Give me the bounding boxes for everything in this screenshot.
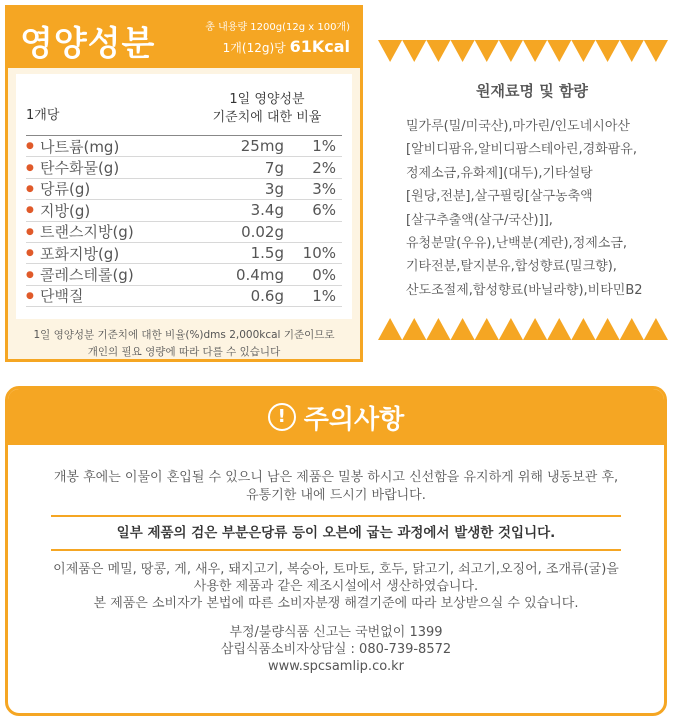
consult-line: 삼립식품소비자상담실 : 080-739-8572 bbox=[220, 642, 452, 657]
nutrition-footnote bbox=[16, 327, 352, 361]
caution-body bbox=[8, 469, 664, 675]
nutrition-header bbox=[8, 8, 360, 68]
nutrition-row bbox=[26, 264, 342, 285]
ingredients-box bbox=[378, 66, 668, 314]
bullet-icon: ● bbox=[26, 290, 34, 301]
bullet-icon: ● bbox=[26, 162, 34, 173]
nutrition-row bbox=[26, 200, 342, 221]
nutrition-title: 영양성분 bbox=[20, 24, 156, 64]
nutrition-row bbox=[26, 136, 342, 157]
zigzag-triangle bbox=[620, 318, 644, 340]
zigzag-triangle bbox=[571, 318, 595, 340]
nutrition-table bbox=[16, 74, 352, 319]
nutrient-name: 트랜스지방(g) bbox=[40, 223, 134, 242]
zigzag-triangle bbox=[475, 40, 499, 62]
nutrition-row bbox=[26, 243, 342, 264]
compensation-line: 본 제품은 소비자가 본법에 따른 소비자분쟁 해결기준에 따라 보상받으실 수 있습니다. bbox=[93, 596, 579, 611]
zigzag-bottom-decoration bbox=[378, 314, 668, 340]
bullet-icon: ● bbox=[26, 141, 34, 152]
storage-notice-line1: 개봉 후에는 이물이 혼입될 수 있으니 남은 제품은 밀봉 하시고 신선함을 유지하게 위해 냉동보관 후, bbox=[53, 470, 619, 485]
daily-value-label-line1: 1일 영양성분 bbox=[229, 92, 305, 107]
zigzag-triangle bbox=[547, 318, 571, 340]
nutrient-name: 나트륨(mg) bbox=[40, 137, 120, 156]
ingredient-line: [살구추출액(살구/국산)]], bbox=[406, 212, 553, 228]
zigzag-triangle bbox=[523, 318, 547, 340]
allergen-line2: 사용한 제품과 같은 제조시설에서 생산하였습니다. bbox=[193, 579, 479, 594]
zigzag-top-decoration bbox=[378, 40, 668, 66]
bullet-icon: ● bbox=[26, 226, 34, 237]
ingredients-title: 원재료명 및 함량 bbox=[476, 82, 588, 100]
report-line: 부정/불량식품 신고는 국번없이 1399 bbox=[229, 625, 443, 640]
ingredient-line: [원당,전분],살구필링[살구농축액 bbox=[406, 189, 593, 205]
bullet-icon: ● bbox=[26, 248, 34, 259]
website-link[interactable]: www.spcsamlip.co.kr bbox=[268, 659, 404, 674]
zigzag-triangle bbox=[499, 40, 523, 62]
nutrient-daily-percent: 0% bbox=[312, 265, 336, 284]
zigzag-triangle bbox=[475, 318, 499, 340]
per-unit-label: 1개당 bbox=[26, 108, 60, 123]
allergen-line1: 이제품은 메밀, 땅콩, 게, 새우, 돼지고기, 복숭아, 토마토, 호두, 닭고기, 쇠고기,오징어, 조개류(굴)을 bbox=[53, 562, 619, 577]
ingredient-line: 정제소금,유화제](대두),기타설탕 bbox=[406, 165, 593, 181]
total-content: 총 내용량 1200g(12g x 100개) bbox=[205, 22, 350, 33]
nutrition-row bbox=[26, 179, 342, 200]
zigzag-triangle bbox=[426, 318, 450, 340]
zigzag-triangle bbox=[451, 318, 475, 340]
nutrient-amount: 0.6g bbox=[250, 286, 284, 305]
nutrition-body bbox=[8, 68, 360, 359]
ingredients-list bbox=[406, 115, 658, 302]
caution-header bbox=[8, 389, 664, 445]
kcal-value: 61Kcal bbox=[289, 37, 350, 56]
nutrient-daily-percent: 3% bbox=[312, 179, 336, 198]
nutrient-daily-percent: 2% bbox=[312, 158, 336, 177]
zigzag-triangle bbox=[523, 40, 547, 62]
bullet-icon: ● bbox=[26, 205, 34, 216]
nutrient-amount: 0.02g bbox=[241, 222, 284, 241]
nutrition-row bbox=[26, 286, 342, 307]
bullet-icon: ● bbox=[26, 269, 34, 280]
nutrition-table-header bbox=[26, 74, 342, 136]
zigzag-triangle bbox=[644, 40, 668, 62]
nutrient-daily-percent: 10% bbox=[302, 244, 336, 263]
ingredients-panel bbox=[378, 40, 668, 340]
nutrient-amount: 7g bbox=[264, 158, 284, 177]
nutrient-name: 당류(g) bbox=[40, 180, 91, 199]
nutrition-rows bbox=[26, 136, 342, 307]
daily-value-label bbox=[192, 91, 342, 131]
footnote-line2: 개인의 필요 영량에 따라 다를 수 있습니다 bbox=[87, 346, 281, 358]
zigzag-triangle bbox=[644, 318, 668, 340]
nutrition-row bbox=[26, 157, 342, 178]
nutrient-daily-percent: 1% bbox=[312, 286, 336, 305]
bullet-icon: ● bbox=[26, 183, 34, 194]
per-serving-label: 1개(12g)당 bbox=[222, 41, 286, 55]
nutrition-serving-info bbox=[205, 18, 350, 56]
dark-spot-notice: 일부 제품의 검은 부분은당류 등이 오븐에 굽는 과정에서 발생한 것입니다. bbox=[116, 525, 556, 541]
zigzag-triangle bbox=[378, 318, 402, 340]
zigzag-triangle bbox=[620, 40, 644, 62]
nutrition-panel bbox=[5, 5, 363, 362]
caution-panel bbox=[5, 386, 667, 716]
per-serving bbox=[205, 37, 350, 56]
daily-value-label-line2: 기준치에 대한 비율 bbox=[212, 110, 322, 125]
ingredient-line: 산도조절제,합성향료(바닐라향),비타민B2 bbox=[406, 282, 643, 298]
zigzag-triangle bbox=[499, 318, 523, 340]
zigzag-triangle bbox=[426, 40, 450, 62]
nutrient-amount: 25mg bbox=[240, 137, 284, 156]
zigzag-triangle bbox=[378, 40, 402, 62]
nutrient-name: 지방(g) bbox=[40, 201, 91, 220]
zigzag-triangle bbox=[596, 40, 620, 62]
zigzag-triangle bbox=[451, 40, 475, 62]
caution-title: 주의사항 bbox=[303, 404, 405, 435]
ingredient-line: 밀가루(밀/미국산),마가린/인도네시아산 bbox=[406, 119, 630, 134]
footnote-line1: 1일 영양성분 기준치에 대한 비율(%)dms 2,000kcal 기준이므로 bbox=[33, 329, 335, 341]
zigzag-triangle bbox=[402, 318, 426, 340]
zigzag-triangle bbox=[571, 40, 595, 62]
ingredient-line: [알비디팜유,알비디팜스테아린,경화팜유, bbox=[406, 142, 637, 158]
zigzag-triangle bbox=[402, 40, 426, 62]
zigzag-triangle bbox=[596, 318, 620, 340]
storage-notice bbox=[8, 469, 664, 505]
contact-info bbox=[8, 624, 664, 675]
nutrient-amount: 1.5g bbox=[250, 244, 284, 263]
nutrient-name: 콜레스테롤(g) bbox=[40, 266, 134, 285]
nutrient-name: 탄수화물(g) bbox=[40, 159, 120, 178]
nutrient-amount: 3.4g bbox=[250, 201, 284, 220]
ingredient-line: 기타전분,탈지분유,합성향료(밀크향), bbox=[406, 259, 617, 275]
nutrient-amount: 3g bbox=[264, 179, 284, 198]
nutrient-daily-percent: 6% bbox=[312, 201, 336, 220]
nutrient-name: 포화지방(g) bbox=[40, 244, 120, 263]
storage-notice-line2: 유통기한 내에 드시기 바랍니다. bbox=[246, 488, 426, 503]
nutrition-row bbox=[26, 222, 342, 243]
exclamation-icon: ! bbox=[268, 403, 296, 431]
nutrient-name: 단백질 bbox=[40, 287, 84, 306]
divider-bottom bbox=[51, 549, 621, 551]
nutrient-daily-percent: 1% bbox=[312, 137, 336, 156]
ingredient-line: 유청분말(우유),난백분(계란),정제소금, bbox=[406, 236, 628, 252]
nutrient-amount: 0.4mg bbox=[236, 265, 284, 284]
zigzag-triangle bbox=[547, 40, 571, 62]
allergen-notice bbox=[8, 561, 664, 612]
